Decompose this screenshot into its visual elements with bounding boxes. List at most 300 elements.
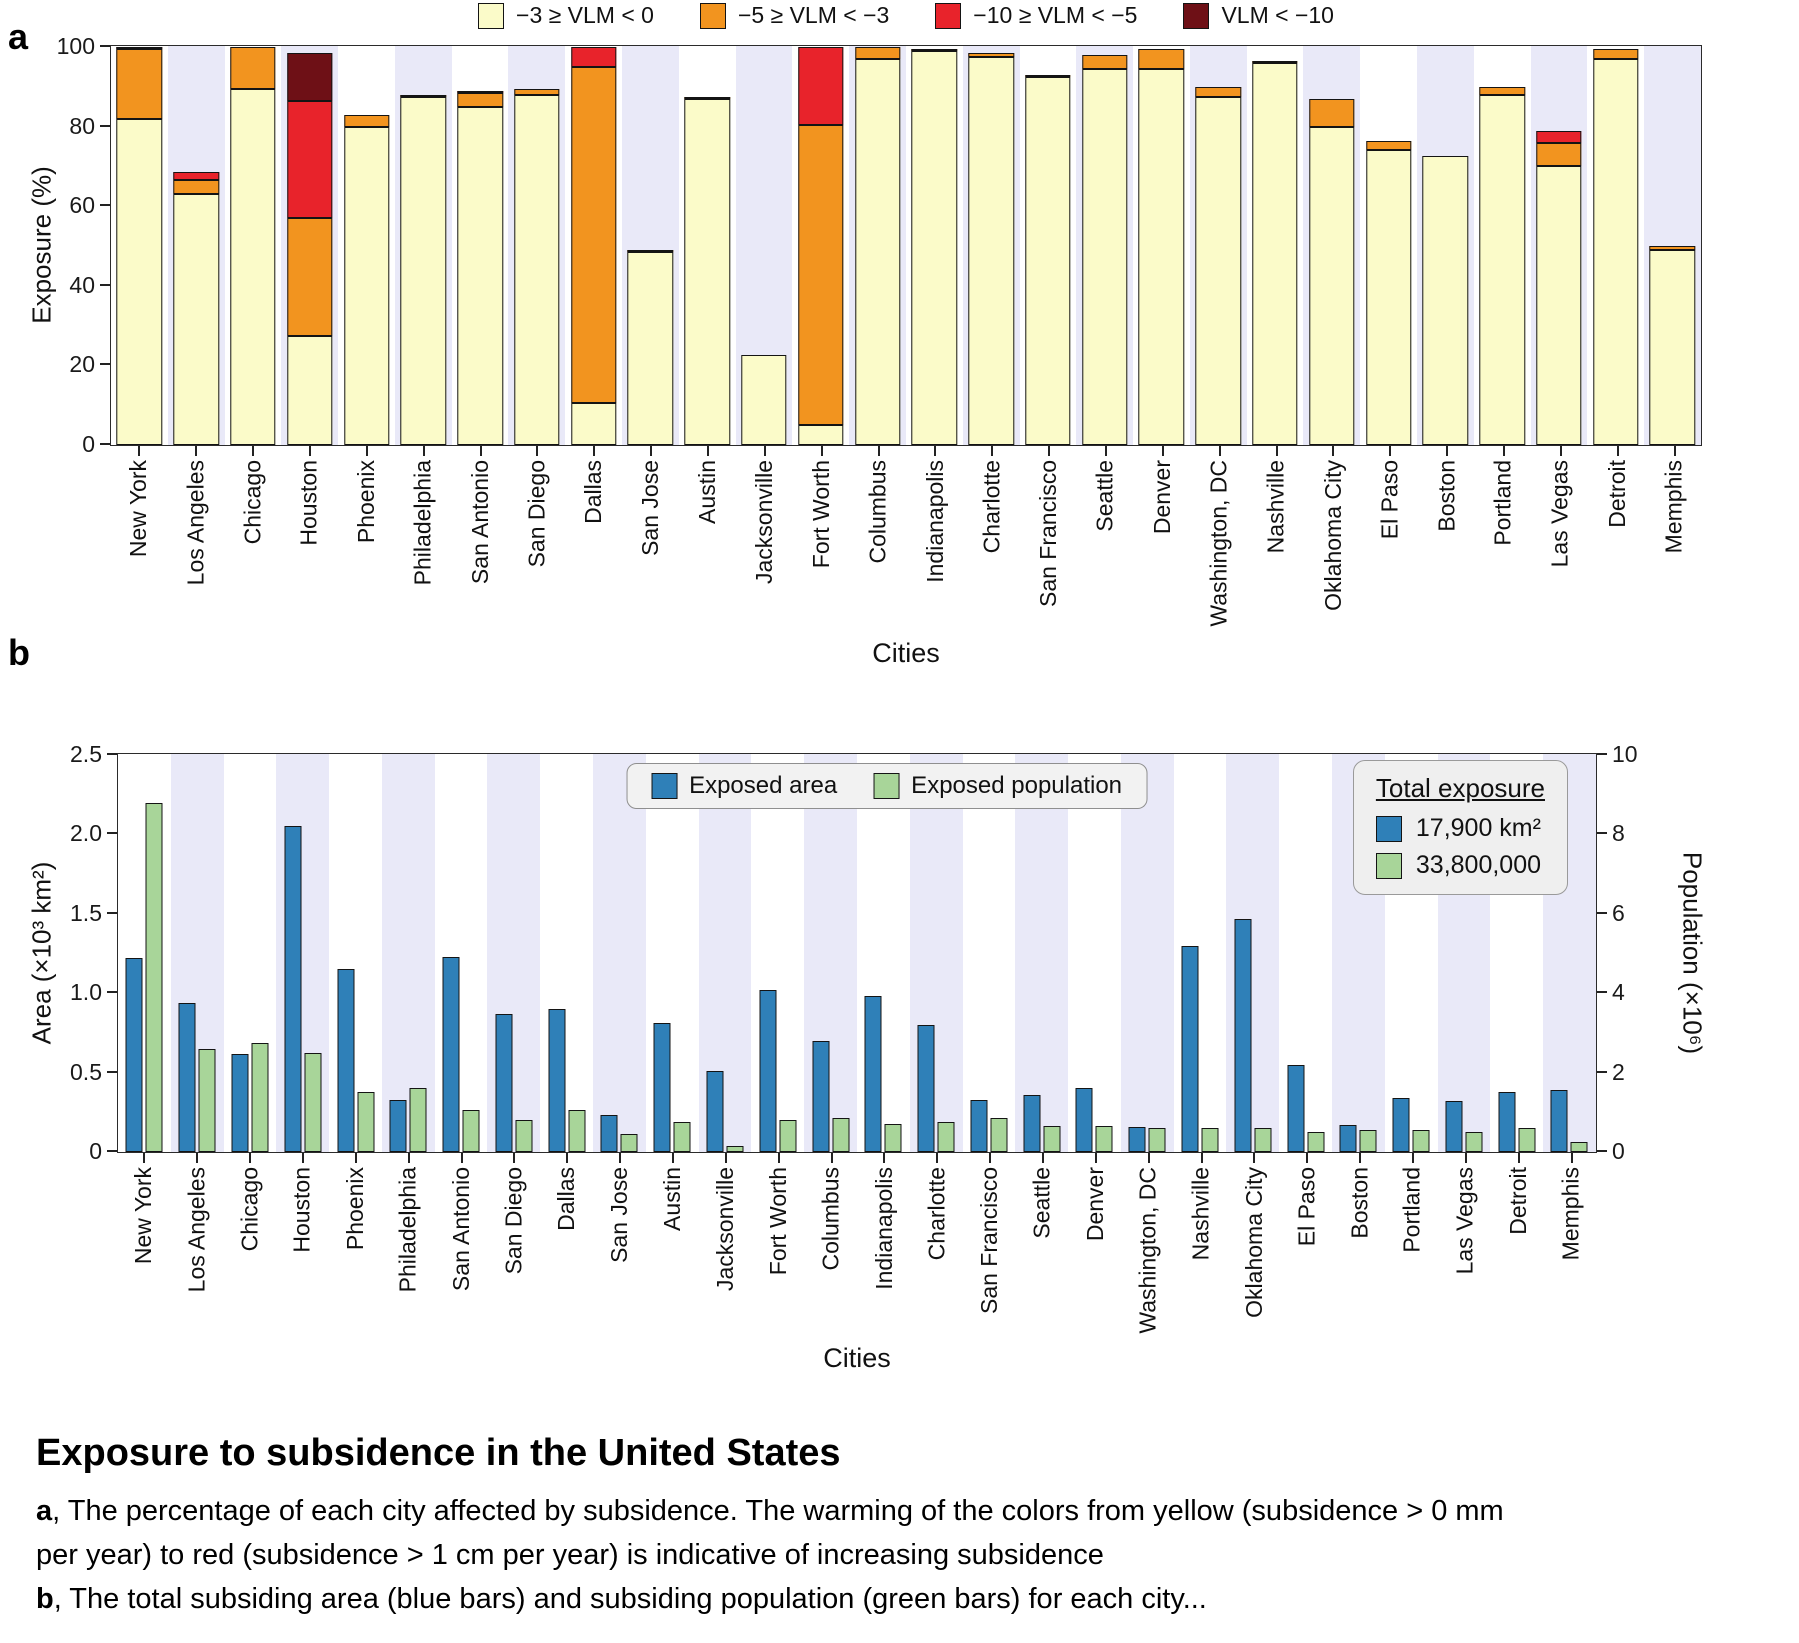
city-column-nashville [1174,754,1227,1152]
y-tick-mark [100,443,110,445]
vlm-class2-label: −5 ≥ VLM < −3 [737,2,890,28]
city-column-phoenix [338,46,395,445]
area-bar-portland [1393,1098,1410,1152]
bar-segment-3-vlm-0 [1366,150,1411,445]
population-bar-austin [674,1122,691,1152]
x-tick-label-phoenix: Phoenix [352,460,379,544]
area-bar-washington-dc [1129,1127,1146,1152]
area-bar-san-francisco [970,1100,987,1152]
caption-title: Exposure to subsidence in the United States [36,1432,841,1474]
city-column-los-angeles [171,754,224,1152]
bar-segment-3-vlm-0 [1082,69,1127,445]
y-tick-mark [100,45,110,47]
population-bar-memphis [1571,1142,1588,1152]
x-tick-label-phoenix: Phoenix [341,1167,368,1251]
x-tick-label-columbus: Columbus [817,1167,844,1271]
area-bar-jacksonville [706,1071,723,1152]
stacked-bar-dallas [571,46,616,445]
right-tick-mark [1597,753,1607,755]
vlm-class4-swatch-icon [1183,3,1209,29]
x-tick-label-san-diego: San Diego [523,460,550,568]
area-bar-san-jose [601,1115,618,1152]
stacked-bar-los-angeles [173,46,218,445]
x-tick-label-las-vegas: Las Vegas [1451,1167,1478,1275]
panel-b-city-labels [117,1153,1597,1338]
stacked-bar-chicago [230,46,275,445]
left-tick-label-0.5: 0.5 [70,1058,102,1085]
city-column-san-diego [508,46,565,445]
vlm-legend-item [700,2,889,29]
stacked-bar-memphis [1650,46,1695,445]
bar-pair-jacksonville [706,754,743,1152]
bar-pair-seattle [1023,754,1060,1152]
left-tick-mark [107,912,117,914]
total-area-row [1376,814,1545,843]
stacked-bar-charlotte [968,46,1013,445]
x-tick-label-fort-worth: Fort Worth [764,1167,791,1276]
panel-b-right-axis-label: Population (×10⁶) [1677,851,1708,1055]
x-tick-label-detroit: Detroit [1504,1167,1531,1235]
vlm-class3-swatch-icon [935,3,961,29]
bar-pair-chicago [231,754,268,1152]
city-column-oklahoma-city [1303,46,1360,445]
population-bar-washington-dc [1149,1128,1166,1152]
bar-segment-3-vlm-0 [344,127,389,445]
bar-segment-3-vlm-0 [401,97,446,445]
area-bar-seattle [1023,1095,1040,1152]
x-tick-label-los-angeles: Los Angeles [182,460,209,586]
bar-segment-5-vlm-3 [855,47,900,59]
population-bar-seattle [1043,1126,1060,1152]
x-tick-label-houston: Houston [289,1167,315,1253]
stacked-bar-denver [1139,46,1184,445]
area-bar-memphis [1551,1090,1568,1152]
bar-segment-10-vlm-5 [1536,131,1581,143]
y-tick-label-0: 0 [82,431,95,457]
population-bar-philadelphia [410,1088,427,1152]
city-column-el-paso [1360,46,1417,445]
bar-pair-nashville [1182,754,1219,1152]
city-column-austin [646,754,699,1152]
panel-a-letter: a [8,16,29,57]
bar-pair-phoenix [337,754,374,1152]
city-column-new-york [118,754,171,1152]
area-bar-fort-worth [759,990,776,1152]
x-tick-label-san-diego: San Diego [500,1167,527,1275]
panel-b-plot-area [70,741,1638,1164]
left-tick-mark [107,832,117,834]
population-bar-oklahoma-city [1254,1128,1271,1152]
x-tick-label-fort-worth: Fort Worth [807,460,834,569]
vlm-class4-label: VLM < −10 [1221,2,1334,28]
bar-pair-san-antonio [443,754,480,1152]
city-column-new-york [111,46,168,445]
bar-segment-3-vlm-0 [1479,95,1524,445]
stacked-bar-san-francisco [1025,46,1070,445]
city-column-chicago [224,754,277,1152]
exposed-population-legend-item [873,772,1122,800]
bar-segment-3-vlm-0 [1025,77,1070,445]
area-bar-san-diego [495,1014,512,1152]
area-bar-columbus [812,1041,829,1152]
y-tick-mark [100,363,110,365]
vlm-legend-item [935,2,1137,29]
figure-caption [36,1432,1736,1621]
bar-segment-5-vlm-3 [230,47,275,89]
city-column-philadelphia [382,754,435,1152]
x-tick-label-seattle: Seattle [1029,1167,1055,1239]
panel-a-bars [111,46,1701,445]
city-column-san-jose [622,46,679,445]
x-tick-label-san-francisco: San Francisco [976,1167,1003,1315]
bar-segment-3-vlm-0 [1650,250,1695,445]
city-column-dallas [540,754,593,1152]
x-tick-label-san-jose: San Jose [637,460,664,556]
city-column-boston [1417,46,1474,445]
x-tick-label-denver: Denver [1081,1167,1108,1242]
area-bar-dallas [548,1009,565,1152]
area-bar-chicago [231,1054,248,1152]
caption-bold-a: a [36,1495,53,1527]
city-column-seattle [1076,46,1133,445]
population-bar-fort-worth [779,1120,796,1152]
right-tick-mark [1597,991,1607,993]
x-tick-label-new-york: New York [130,1167,157,1265]
bar-segment-vlm-10 [287,53,332,101]
city-column-las-vegas [1531,46,1588,445]
stacked-bar-las-vegas [1536,46,1581,445]
total-area-swatch-icon [1376,816,1402,842]
area-bar-austin [654,1023,671,1152]
caption-line-a1 [36,1489,1736,1533]
bar-segment-3-vlm-0 [798,425,843,445]
bar-segment-10-vlm-5 [287,101,332,218]
panel-a-x-axis-title: Cities [872,638,940,668]
area-bar-philadelphia [390,1100,407,1152]
population-bar-san-antonio [463,1110,480,1152]
total-population-value: 33,800,000 [1415,851,1542,879]
y-tick-mark [100,125,110,127]
population-bar-jacksonville [726,1146,743,1152]
bar-segment-5-vlm-3 [1196,87,1241,97]
city-column-indianapolis [857,754,910,1152]
city-column-jacksonville [736,46,793,445]
city-column-fort-worth [751,754,804,1152]
bar-segment-5-vlm-3 [1479,87,1524,95]
stacked-bar-jacksonville [741,46,786,445]
bar-pair-los-angeles [179,754,216,1152]
city-column-fort-worth [792,46,849,445]
bar-pair-charlotte [918,754,955,1152]
right-tick-mark [1597,1150,1607,1152]
city-column-san-antonio [435,754,488,1152]
area-bar-phoenix [337,969,354,1152]
city-column-los-angeles [168,46,225,445]
stacked-bar-san-antonio [457,46,502,445]
bar-pair-columbus [812,754,849,1152]
city-column-nashville [1247,46,1304,445]
y-tick-mark [100,204,110,206]
x-tick-label-san-antonio: San Antonio [466,460,493,585]
x-tick-label-los-angeles: Los Angeles [183,1167,210,1293]
bar-pair-fort-worth [759,754,796,1152]
bar-segment-5-vlm-3 [571,67,616,403]
x-tick-label-chicago: Chicago [236,1167,263,1252]
exposed-area-swatch-icon [651,773,677,799]
caption-bold-b: b [36,1583,54,1615]
population-bar-chicago [251,1043,268,1152]
city-column-philadelphia [395,46,452,445]
right-tick-label-0: 0 [1612,1138,1625,1164]
population-bar-detroit [1518,1128,1535,1152]
x-tick-label-jacksonville: Jacksonville [750,460,777,584]
right-tick-mark [1597,1071,1607,1073]
bar-segment-5-vlm-3 [287,218,332,335]
x-tick-label-charlotte: Charlotte [923,1167,950,1261]
panel-b-x-axis-title: Cities [823,1343,891,1373]
population-bar-charlotte [938,1122,955,1152]
exposed-area-legend-item [651,772,837,800]
bar-segment-3-vlm-0 [571,403,616,445]
bar-pair-san-diego [495,754,532,1152]
stacked-bar-san-jose [628,46,673,445]
stacked-bar-portland [1479,46,1524,445]
right-tick-mark [1597,832,1607,834]
vlm-legend [110,2,1702,29]
bar-segment-5-vlm-3 [173,180,218,194]
x-tick-label-austin: Austin [694,460,720,524]
total-exposure-title: Total exposure [1375,773,1545,803]
bar-segment-3-vlm-0 [457,107,502,445]
city-column-houston [276,754,329,1152]
bar-segment-3-vlm-0 [117,119,162,445]
panel-a-plot-area [56,33,1702,457]
city-column-san-diego [487,754,540,1152]
x-tick-label-oklahoma-city: Oklahoma City [1319,460,1346,611]
x-tick-label-philadelphia: Philadelphia [394,1167,421,1293]
stacked-bar-fort-worth [798,46,843,445]
bar-segment-3-vlm-0 [968,57,1013,445]
x-tick-label-chicago: Chicago [239,460,266,545]
bar-segment-10-vlm-5 [173,172,218,180]
city-column-columbus [849,46,906,445]
x-tick-label-dallas: Dallas [580,460,607,524]
caption-text-a1: , The percentage of each city affected by subsidence. The warming of the colors from yellow (subsidence > 0 mm [52,1495,1504,1527]
y-tick-label-80: 80 [69,112,95,139]
bar-pair-new-york [126,754,163,1152]
population-bar-new-york [146,803,163,1152]
caption-line-a2 [36,1533,1736,1577]
stacked-bar-philadelphia [401,46,446,445]
population-bar-san-francisco [990,1118,1007,1152]
exposed-area-label: Exposed area [689,772,838,799]
x-tick-label-portland: Portland [1399,1167,1425,1253]
bar-segment-5-vlm-3 [1536,143,1581,167]
city-column-dallas [565,46,622,445]
stacked-bar-detroit [1593,46,1638,445]
bar-segment-5-vlm-3 [1139,49,1184,69]
city-column-columbus [804,754,857,1152]
x-tick-label-jacksonville: Jacksonville [711,1167,738,1291]
city-column-san-antonio [452,46,509,445]
bar-segment-5-vlm-3 [1366,141,1411,151]
population-bar-denver [1096,1126,1113,1152]
bar-segment-3-vlm-0 [1139,69,1184,445]
left-tick-mark [107,753,117,755]
left-tick-label-0: 0 [89,1138,102,1164]
stacked-bar-new-york [117,46,162,445]
area-bar-detroit [1498,1092,1515,1152]
x-tick-label-el-paso: El Paso [1376,460,1403,540]
area-bar-houston [284,826,301,1152]
y-tick-mark [100,284,110,286]
total-population-row [1376,851,1545,880]
right-tick-label-10: 10 [1612,741,1638,767]
bar-pair-el-paso [1287,754,1324,1152]
x-tick-label-boston: Boston [1433,460,1460,532]
area-bar-los-angeles [179,1003,196,1152]
bar-pair-denver [1076,754,1113,1152]
left-tick-mark [107,991,117,993]
x-tick-label-san-jose: San Jose [606,1167,633,1263]
bar-segment-10-vlm-5 [798,47,843,125]
bar-segment-3-vlm-0 [1423,156,1468,445]
population-bar-san-diego [515,1120,532,1152]
panel-a-city-labels [110,446,1702,631]
panel-b-series-legend [626,763,1147,809]
y-tick-label-20: 20 [69,351,95,378]
bar-pair-dallas [548,754,585,1152]
vlm-class1-label: −3 ≥ VLM < 0 [516,2,654,28]
city-column-charlotte [910,754,963,1152]
area-bar-boston [1340,1125,1357,1152]
exposed-population-swatch-icon [873,773,899,799]
bar-segment-3-vlm-0 [287,336,332,445]
panel-a-y-axis-label: Exposure (%) [26,166,57,324]
stacked-bar-washington-dc [1196,46,1241,445]
bar-segment-10-vlm-5 [571,47,616,67]
total-population-swatch-icon [1376,853,1402,879]
total-exposure-box [1353,760,1568,895]
x-tick-label-washington-dc: Washington, DC [1134,1167,1161,1334]
caption-line-b [36,1577,1736,1621]
bar-pair-indianapolis [865,754,902,1152]
area-bar-san-antonio [443,957,460,1152]
left-tick-label-2.0: 2.0 [70,820,102,847]
stacked-bar-nashville [1252,46,1297,445]
bar-segment-3-vlm-0 [173,194,218,445]
city-column-washington-dc [1190,46,1247,445]
bar-segment-3-vlm-0 [912,51,957,445]
city-column-jacksonville [699,754,752,1152]
city-column-san-francisco [1020,46,1077,445]
x-tick-label-san-antonio: San Antonio [447,1167,474,1292]
vlm-class2-swatch-icon [700,3,726,29]
bar-segment-3-vlm-0 [230,89,275,445]
stacked-bar-oklahoma-city [1309,46,1354,445]
exposed-population-label: Exposed population [911,772,1123,799]
area-bar-las-vegas [1445,1101,1462,1152]
bar-pair-austin [654,754,691,1152]
left-tick-label-2.5: 2.5 [70,741,102,767]
x-tick-label-nashville: Nashville [1187,1167,1214,1261]
x-tick-label-austin: Austin [659,1167,685,1231]
area-bar-new-york [126,958,143,1152]
bar-pair-houston [284,754,321,1152]
bar-segment-3-vlm-0 [1196,97,1241,445]
x-tick-label-new-york: New York [125,460,152,558]
x-tick-label-houston: Houston [296,460,322,546]
right-tick-label-6: 6 [1612,899,1625,926]
x-tick-label-portland: Portland [1490,460,1516,546]
stacked-bar-el-paso [1366,46,1411,445]
caption-text-a2: per year) to red (subsidence > 1 cm per year) is indicative of increasing subsidence [36,1539,1104,1571]
stacked-bar-austin [684,46,729,445]
area-bar-el-paso [1287,1065,1304,1152]
bar-segment-3-vlm-0 [1252,63,1297,445]
bar-segment-3-vlm-0 [855,59,900,445]
city-column-san-francisco [963,754,1016,1152]
right-tick-label-4: 4 [1612,979,1625,1006]
x-tick-label-columbus: Columbus [864,460,891,564]
right-tick-label-8: 8 [1612,820,1625,847]
area-bar-oklahoma-city [1234,919,1251,1152]
city-column-houston [281,46,338,445]
population-bar-san-jose [621,1134,638,1152]
x-tick-label-philadelphia: Philadelphia [409,460,436,586]
population-bar-indianapolis [885,1124,902,1152]
left-tick-mark [107,1150,117,1152]
city-column-detroit [1587,46,1644,445]
bar-segment-5-vlm-3 [117,49,162,119]
city-column-denver [1133,46,1190,445]
bar-segment-5-vlm-3 [457,93,502,107]
y-tick-label-100: 100 [56,33,95,59]
x-tick-label-nashville: Nashville [1262,460,1289,554]
bar-pair-oklahoma-city [1234,754,1271,1152]
population-bar-boston [1360,1130,1377,1152]
x-tick-label-el-paso: El Paso [1293,1167,1320,1247]
stacked-bar-boston [1423,46,1468,445]
city-column-chicago [225,46,282,445]
population-bar-el-paso [1307,1132,1324,1152]
bar-segment-3-vlm-0 [684,99,729,445]
bar-segment-3-vlm-0 [1536,166,1581,445]
y-tick-label-60: 60 [69,192,95,219]
population-bar-phoenix [357,1092,374,1152]
x-tick-label-seattle: Seattle [1092,460,1118,532]
stacked-bar-indianapolis [912,46,957,445]
vlm-legend-item [478,2,654,29]
city-column-charlotte [963,46,1020,445]
bar-segment-5-vlm-3 [1309,99,1354,127]
x-tick-label-oklahoma-city: Oklahoma City [1240,1167,1267,1318]
city-column-phoenix [329,754,382,1152]
right-tick-label-2: 2 [1612,1058,1625,1085]
stacked-bar-san-diego [514,46,559,445]
city-column-denver [1068,754,1121,1152]
x-tick-label-detroit: Detroit [1603,460,1630,528]
area-bar-charlotte [918,1025,935,1152]
area-bar-denver [1076,1088,1093,1152]
x-tick-label-washington-dc: Washington, DC [1205,460,1232,627]
stacked-bar-columbus [855,46,900,445]
x-tick-label-memphis: Memphis [1557,1167,1584,1261]
panel-b-letter: b [8,632,30,673]
bar-segment-5-vlm-3 [798,125,843,425]
city-column-oklahoma-city [1226,754,1279,1152]
city-column-seattle [1015,754,1068,1152]
